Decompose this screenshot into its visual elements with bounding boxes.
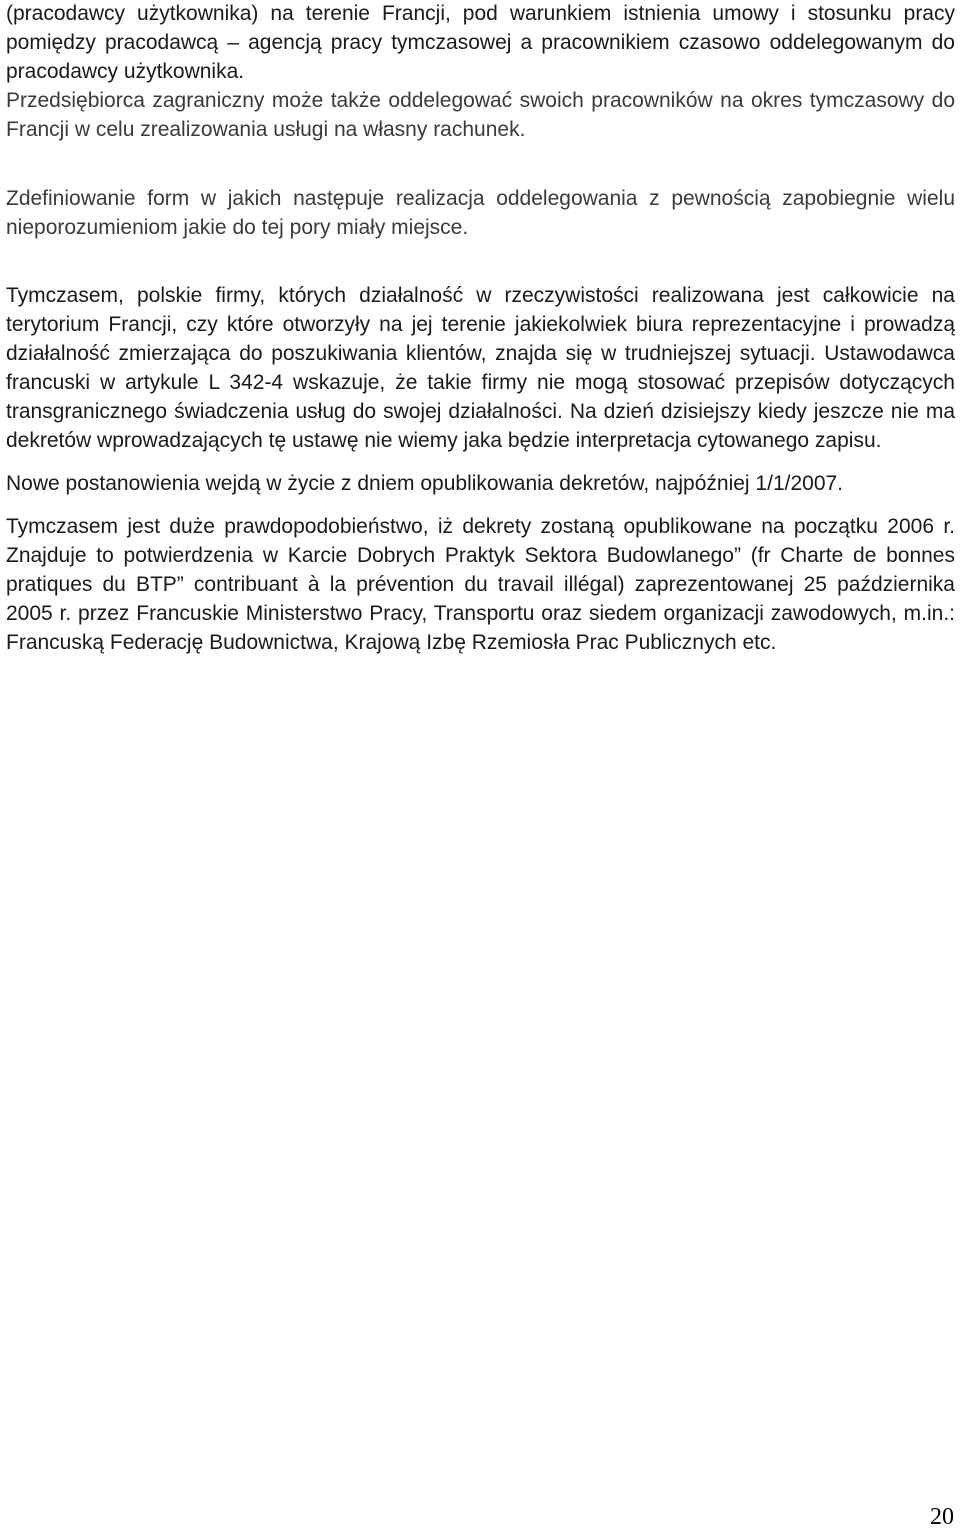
- document-page: [6, 0, 955, 657]
- paragraph-polish-companies: Tymczasem, polskie firmy, których działalność w rzeczywistości realizowana jest całkowicie na terytorium Francji, czy które otworzyły na jej terenie jakiekolwiek biura reprezentacyjne i prowadzą działalność zmierzająca do poszukiwania klientów, znajda się w trudniejszej sytuacji. Ustawodawca francuski w artykule L 342-4 wskazuje, że takie firmy nie mogą stosować przepisów dotyczących transgranicznego świadczenia usług do swojej działalności. Na dzień dzisiejszy kiedy jeszcze nie ma dekretów wprowadzających tę ustawę nie wiemy jaka będzie interpretacja cytowanego zapisu.: [6, 284, 955, 452]
- page-number: 20: [930, 1504, 954, 1530]
- paragraph-new-provisions: Nowe postanowienia wejdą w życie z dniem opublikowania dekretów, najpóźniej 1/1/2007.: [6, 472, 844, 495]
- paragraph-definition-forms: Zdefiniowanie form w jakich następuje realizacja oddelegowania z pewnością zapobiegnie wielu nieporozumieniom jakie do tej pory miały miejsce.: [6, 187, 955, 239]
- paragraph-decrees-publication: Tymczasem jest duże prawdopodobieństwo, iż dekrety zostaną opublikowane na początku 2006 r. Znajduje to potwierdzenia w Karcie Dobrych Praktyk Sektora Budowlanego” (fr Charte de bonnes pratiques du BTP” contribuant à la prévention du travail illégal) zaprezentowanej 25 października 2005 r. przez Francuskie Ministerstwo Pracy, Transportu oraz siedem organizacji zawodowych, m.in.: Francuską Federację Budownictwa, Krajową Izbę Rzemiosła Prac Publicznych etc.: [6, 515, 955, 654]
- paragraph-foreign-entrepreneur: Przedsiębiorca zagraniczny może także oddelegować swoich pracowników na okres tymczasowy do Francji w celu zrealizowania usługi na własny rachunek.: [6, 89, 955, 141]
- paragraph-posting-condition: (pracodawcy użytkownika) na terenie Francji, pod warunkiem istnienia umowy i stosunku pracy pomiędzy pracodawcą – agencją pracy tymczasowej a pracownikiem czasowo oddelegowanym do pracodawcy użytkownika.: [6, 2, 955, 83]
